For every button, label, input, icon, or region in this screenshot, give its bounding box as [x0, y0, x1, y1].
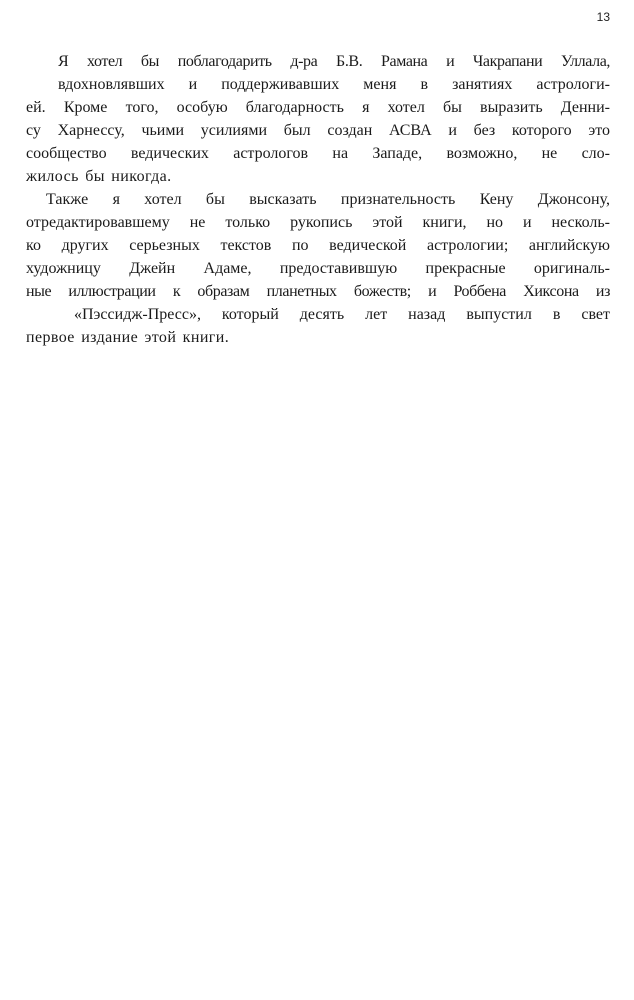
- text-line: Также я хотел бы высказать признательность Кену Джонсону,: [46, 191, 610, 208]
- text-line: отредактировавшему не только рукопись этой книги, но и несколь-: [26, 214, 610, 231]
- text-line: вдохновлявших и поддерживавших меня в занятиях астрологи-: [58, 76, 610, 93]
- text-line: ко других серьезных текстов по ведической астрологии; английскую: [26, 237, 610, 254]
- paragraph: [26, 188, 610, 349]
- text-line: сообщество ведических астрологов на Западе, возможно, не сло-: [26, 145, 610, 162]
- paragraph: [26, 50, 610, 188]
- text-line: Я хотел бы поблагодарить д-ра Б.В. Рамана и Чакрапани Уллала,: [58, 53, 610, 70]
- text-line: жилось бы никогда.: [26, 168, 172, 185]
- text-line: художницу Джейн Адаме, предоставившую прекрасные оригиналь-: [26, 260, 610, 277]
- text-line: первое издание этой книги.: [26, 329, 230, 346]
- page-number: 13: [596, 10, 610, 24]
- body-text: [26, 50, 610, 349]
- text-line: су Харнессу, чьими усилиями был создан АСВА и без которого это: [26, 122, 610, 139]
- text-line: ные иллюстрации к образам планетных божеств; и Роббена Хиксона из: [26, 283, 610, 300]
- text-line: «Пэссидж-Пресс», который десять лет назад выпустил в свет: [74, 306, 610, 323]
- text-line: ей. Кроме того, особую благодарность я хотел бы выразить Денни-: [26, 99, 610, 116]
